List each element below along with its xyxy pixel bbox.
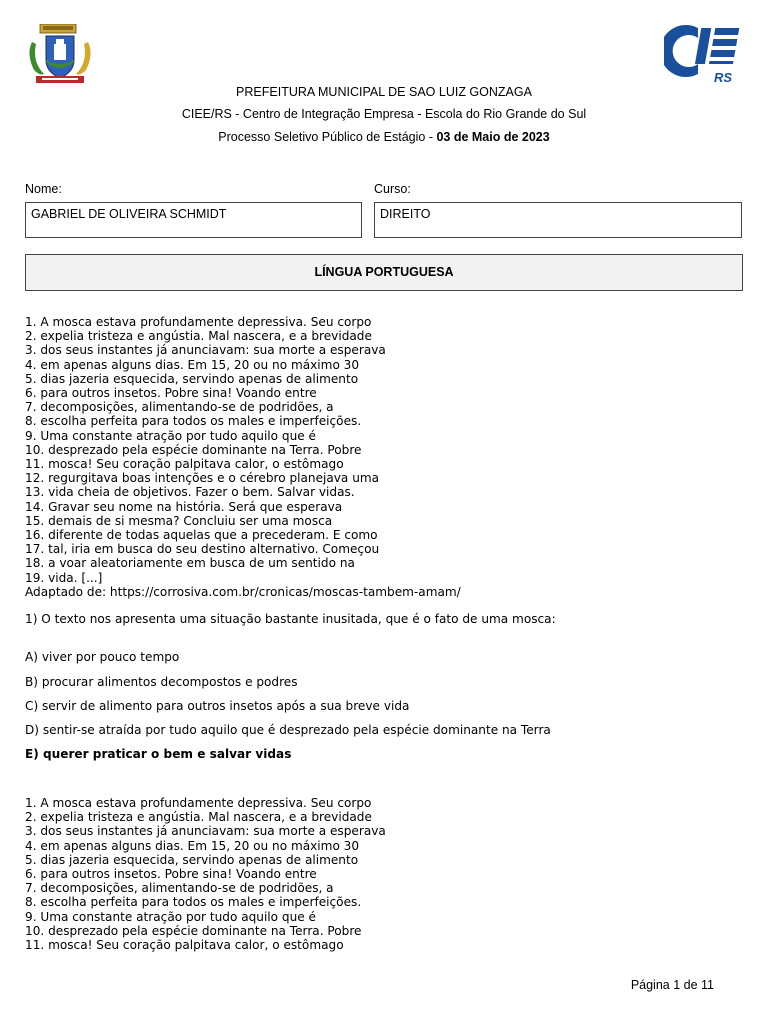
ciee-logo (664, 24, 744, 86)
question-1-option-b: B) procurar alimentos decompostos e podres (25, 675, 298, 689)
name-label: Nome: (25, 182, 62, 196)
header-processo (0, 130, 768, 144)
header-prefeitura: PREFEITURA MUNICIPAL DE SAO LUIZ GONZAGA (236, 85, 532, 99)
text-line: 8. escolha perfeita para todos os males e imperfeições. (25, 895, 362, 910)
question-1-option-d: D) sentir-se atraída por tudo aquilo que é desprezado pela espécie dominante na Terra (25, 723, 551, 737)
page-number: Página 1 de 11 (630, 978, 714, 992)
text-line: 11. mosca! Seu coração palpitava calor, o estômago (25, 457, 344, 472)
header-processo-prefix: Processo Seletivo Público de Estágio - (218, 130, 437, 144)
text-line: 9. Uma constante atração por tudo aquilo que é (25, 909, 316, 924)
text-line: 4. em apenas alguns dias. Em 15, 20 ou no máximo 30 (25, 357, 360, 372)
text-line: 2. expelia tristeza e angústia. Mal nascera, e a brevidade (25, 329, 372, 344)
text-passage-repeat (25, 796, 386, 952)
text-line: 1. A mosca estava profundamente depressiva. Seu corpo (25, 796, 372, 810)
municipal-crest-logo (22, 24, 98, 86)
text-line: 4. em apenas alguns dias. Em 15, 20 ou no máximo 30 (25, 838, 360, 853)
text-line: 11. mosca! Seu coração palpitava calor, o estômago (25, 938, 344, 953)
course-label: Curso: (374, 182, 411, 196)
text-line: 3. dos seus instantes já anunciavam: sua morte a esperava (25, 343, 386, 358)
text-line: 7. decomposições, alimentando-se de podridões, a (25, 400, 334, 415)
text-line: 5. dias jazeria esquecida, servindo apenas de alimento (25, 371, 359, 386)
ciee-logo-text: RS (714, 70, 733, 85)
header-ciee: CIEE/RS - Centro de Integração Empresa - Escola do Rio Grande do Sul (181, 107, 587, 121)
question-1-option-a: A) viver por pouco tempo (25, 650, 180, 664)
text-line: 2. expelia tristeza e angústia. Mal nascera, e a brevidade (25, 810, 372, 825)
text-line: 15. demais de si mesma? Concluiu ser uma mosca (25, 513, 333, 528)
text-line: 14. Gravar seu nome na história. Será que esperava (25, 499, 343, 514)
question-1-option-c: C) servir de alimento para outros insetos após a sua breve vida (25, 699, 410, 713)
text-line: 19. vida. [...] (25, 570, 103, 585)
text-line: 16. diferente de todas aquelas que a precederam. E como (25, 528, 378, 543)
question-1-prompt: 1) O texto nos apresenta uma situação bastante inusitada, que é o fato de uma mosca: (25, 612, 556, 626)
text-line: 18. a voar aleatoriamente em busca de um sentido na (25, 556, 355, 571)
text-line: 1. A mosca estava profundamente depressiva. Seu corpo (25, 315, 372, 329)
text-line: 5. dias jazeria esquecida, servindo apenas de alimento (25, 852, 359, 867)
text-line: 6. para outros insetos. Pobre sina! Voando entre (25, 386, 317, 401)
text-line: 8. escolha perfeita para todos os males e imperfeições. (25, 414, 362, 429)
text-line: 13. vida cheia de objetivos. Fazer o bem. Salvar vidas. (25, 485, 355, 500)
text-line: 6. para outros insetos. Pobre sina! Voando entre (25, 867, 317, 882)
header-processo-date: 03 de Maio de 2023 (436, 130, 550, 144)
text-line: 17. tal, iria em busca do seu destino alternativo. Começou (25, 542, 380, 557)
text-line: 3. dos seus instantes já anunciavam: sua morte a esperava (25, 824, 386, 839)
text-line: Adaptado de: https://corrosiva.com.br/cronicas/moscas-tambem-amam/ (25, 584, 461, 599)
text-line: 7. decomposições, alimentando-se de podridões, a (25, 881, 334, 896)
section-title: LÍNGUA PORTUGUESA (25, 254, 743, 291)
text-line: 12. regurgitava boas intenções e o cérebro planejava uma (25, 471, 380, 486)
text-line: 9. Uma constante atração por tudo aquilo que é (25, 428, 316, 443)
name-field: GABRIEL DE OLIVEIRA SCHMIDT (25, 202, 362, 238)
course-field: DIREITO (374, 202, 742, 238)
text-line: 10. desprezado pela espécie dominante na Terra. Pobre (25, 923, 362, 938)
text-line: 10. desprezado pela espécie dominante na Terra. Pobre (25, 442, 362, 457)
question-1-option-e: E) querer praticar o bem e salvar vidas (25, 747, 292, 761)
text-passage (25, 315, 461, 599)
